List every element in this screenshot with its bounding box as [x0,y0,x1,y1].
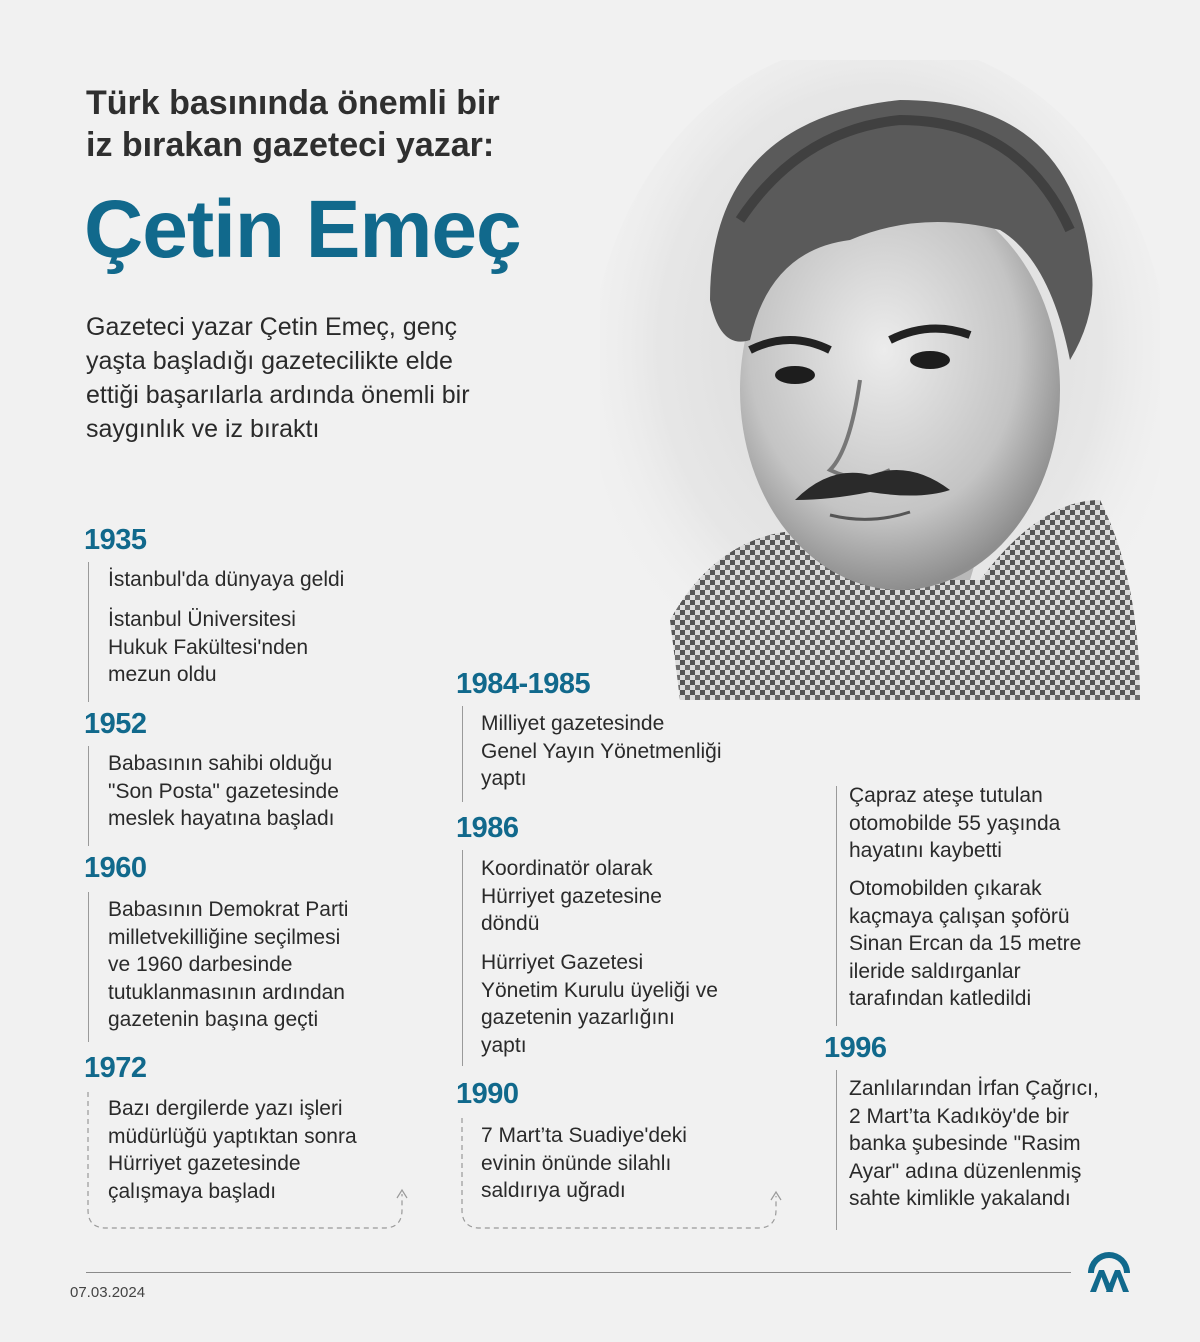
event-line: Hürriyet gazetesinde [108,1152,301,1175]
event-line: Otomobilden çıkarak [849,877,1042,900]
event-line: Babasının Demokrat Parti [108,898,349,921]
event-line: 2 Mart’ta Kadıköy'de bir [849,1104,1069,1128]
event-1952 [108,750,408,833]
event-line: Babasının sahibi olduğu [108,752,333,775]
year-1990: 1990 [456,1078,519,1110]
subtitle-line-2: iz bırakan gazeteci yazar: [86,126,495,164]
timeline-continue-arrow [84,1090,414,1235]
event-line: ileride saldırganlar [849,959,1021,983]
event-line: gazetenin başına geçti [108,1008,319,1031]
event-line: Koordinatör olarak [481,857,653,880]
event-line: 7 Mart’ta Suadiye'deki [481,1124,687,1147]
year-1986: 1986 [456,812,519,844]
event-line: saldırıya uğradı [481,1179,626,1202]
event-line: İstanbul'da dünyaya geldi [108,568,345,591]
event-line: otomobilde 55 yaşında [849,811,1061,835]
event-line: müdürlüğü yaptıktan sonra [108,1124,357,1148]
year-1972: 1972 [84,1052,147,1084]
intro-paragraph [86,310,566,446]
timeline-line [836,1070,837,1230]
event-line: evinin önünde silahlı [481,1151,672,1175]
timeline-line [462,850,463,1066]
portrait-photo [600,60,1160,720]
event-line: ve 1960 darbesinde [108,953,293,976]
event-1990-driver [849,875,1149,1013]
event-1996 [849,1075,1149,1213]
intro-line-3: ettiği başarılarla ardında önemli bir [86,381,470,409]
event-line: Çapraz ateşe tutulan [849,784,1043,807]
page-title: Çetin Emeç [84,184,521,275]
event-line: tarafından katledildi [849,987,1032,1010]
event-line: yaptı [481,767,527,790]
event-line: "Son Posta" gazetesinde [108,779,339,803]
publish-date: 07.03.2024 [70,1284,146,1301]
timeline-line [88,892,89,1042]
event-line: Bazı dergilerde yazı işleri [108,1097,343,1120]
year-1952: 1952 [84,708,147,740]
event-line: gazetenin yazarlığını [481,1006,675,1029]
event-1986-return [481,855,781,938]
aa-logo-icon [1086,1250,1132,1294]
intro-line-1: Gazeteci yazar Çetin Emeç, genç [86,313,457,341]
event-line: Yönetim Kurulu üyeliği ve [481,978,718,1002]
event-line: Hürriyet gazetesine [481,884,662,908]
event-line: tutuklanmasının ardından [108,980,345,1004]
year-1935: 1935 [84,524,147,556]
event-line: milletvekilliğine seçilmesi [108,925,341,949]
timeline-continue-arrow [458,1116,788,1235]
event-line: çalışmaya başladı [108,1179,277,1203]
event-1984 [481,710,781,793]
event-1960 [108,896,408,1034]
intro-line-4: saygınlık ve iz bıraktı [86,415,320,443]
subtitle-line-1: Türk basınında önemli bir [86,84,500,122]
event-line: Zanlılarından İrfan Çağrıcı, [849,1077,1099,1100]
event-line: meslek hayatına başladı [108,807,335,830]
event-1935-birth [108,566,408,594]
event-line: Milliyet gazetesinde [481,712,665,735]
year-1984-1985: 1984-1985 [456,668,591,700]
timeline-line [462,706,463,802]
event-1935-graduation [108,606,408,689]
year-1960: 1960 [84,852,147,884]
event-line: İstanbul Üniversitesi [108,608,296,631]
event-line: yaptı [481,1033,527,1057]
event-line: Genel Yayın Yönetmenliği [481,739,722,763]
timeline-line [88,562,89,702]
year-1996: 1996 [824,1032,887,1064]
event-line: kaçmaya çalışan şoförü [849,904,1070,928]
event-line: Sinan Ercan da 15 metre [849,932,1082,955]
event-line: hayatını kaybetti [849,839,1002,862]
intro-line-2: yaşta başladığı gazetecilikte elde [86,347,453,375]
event-line: sahte kimlikle yakalandı [849,1187,1071,1210]
event-line: Ayar" adına düzenlenmiş [849,1159,1082,1183]
event-1990-death [849,782,1149,865]
event-line: Hukuk Fakültesi'nden [108,635,309,659]
timeline-line [836,786,837,1026]
footer-divider [86,1272,1071,1273]
event-1986-board [481,949,781,1059]
header-subtitle [86,82,646,166]
event-line: banka şubesinde "Rasim [849,1132,1081,1155]
event-line: döndü [481,912,540,935]
timeline-line [88,746,89,846]
event-line: mezun oldu [108,663,217,686]
event-line: Hürriyet Gazetesi [481,951,644,974]
